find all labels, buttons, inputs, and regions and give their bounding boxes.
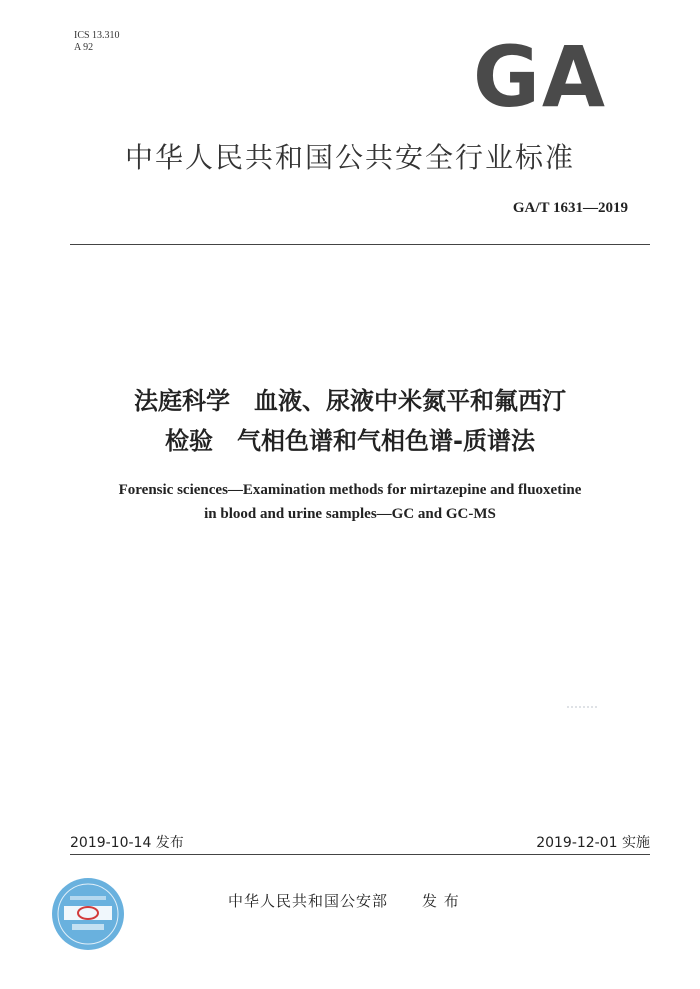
header-divider (70, 244, 650, 245)
english-title-line-2: in blood and urine samples—GC and GC-MS (204, 506, 496, 522)
chinese-title-line-1: 法庭科学 血液、尿液中米氮平和氟西汀 (134, 387, 566, 415)
classification-codes (74, 30, 120, 54)
ics-code: ICS 13.310 (74, 30, 120, 41)
ga-logo-icon (470, 40, 610, 110)
publisher-action: 发 布 (422, 892, 460, 910)
ccs-code: A 92 (74, 42, 94, 53)
implementation-date: 2019-12-01 实施 (536, 835, 650, 851)
anti-counterfeit-seal-icon (50, 876, 126, 952)
chinese-title-line-2: 检验 气相色谱和气相色谱-质谱法 (165, 427, 535, 455)
standard-number: GA/T 1631—2019 (512, 200, 628, 216)
english-title-line-1: Forensic sciences—Examination methods for mirtazepine and fluoxetine (118, 482, 582, 498)
issue-date: 2019-10-14 发布 (70, 835, 184, 851)
scan-speck (567, 706, 597, 708)
publisher-name: 中华人民共和国公安部 (228, 892, 389, 910)
standard-type-title: 中华人民共和国公共安全行业标准 (124, 141, 575, 174)
publisher-line (228, 890, 460, 911)
logo-text: GA (473, 40, 607, 110)
footer-divider (70, 854, 650, 855)
